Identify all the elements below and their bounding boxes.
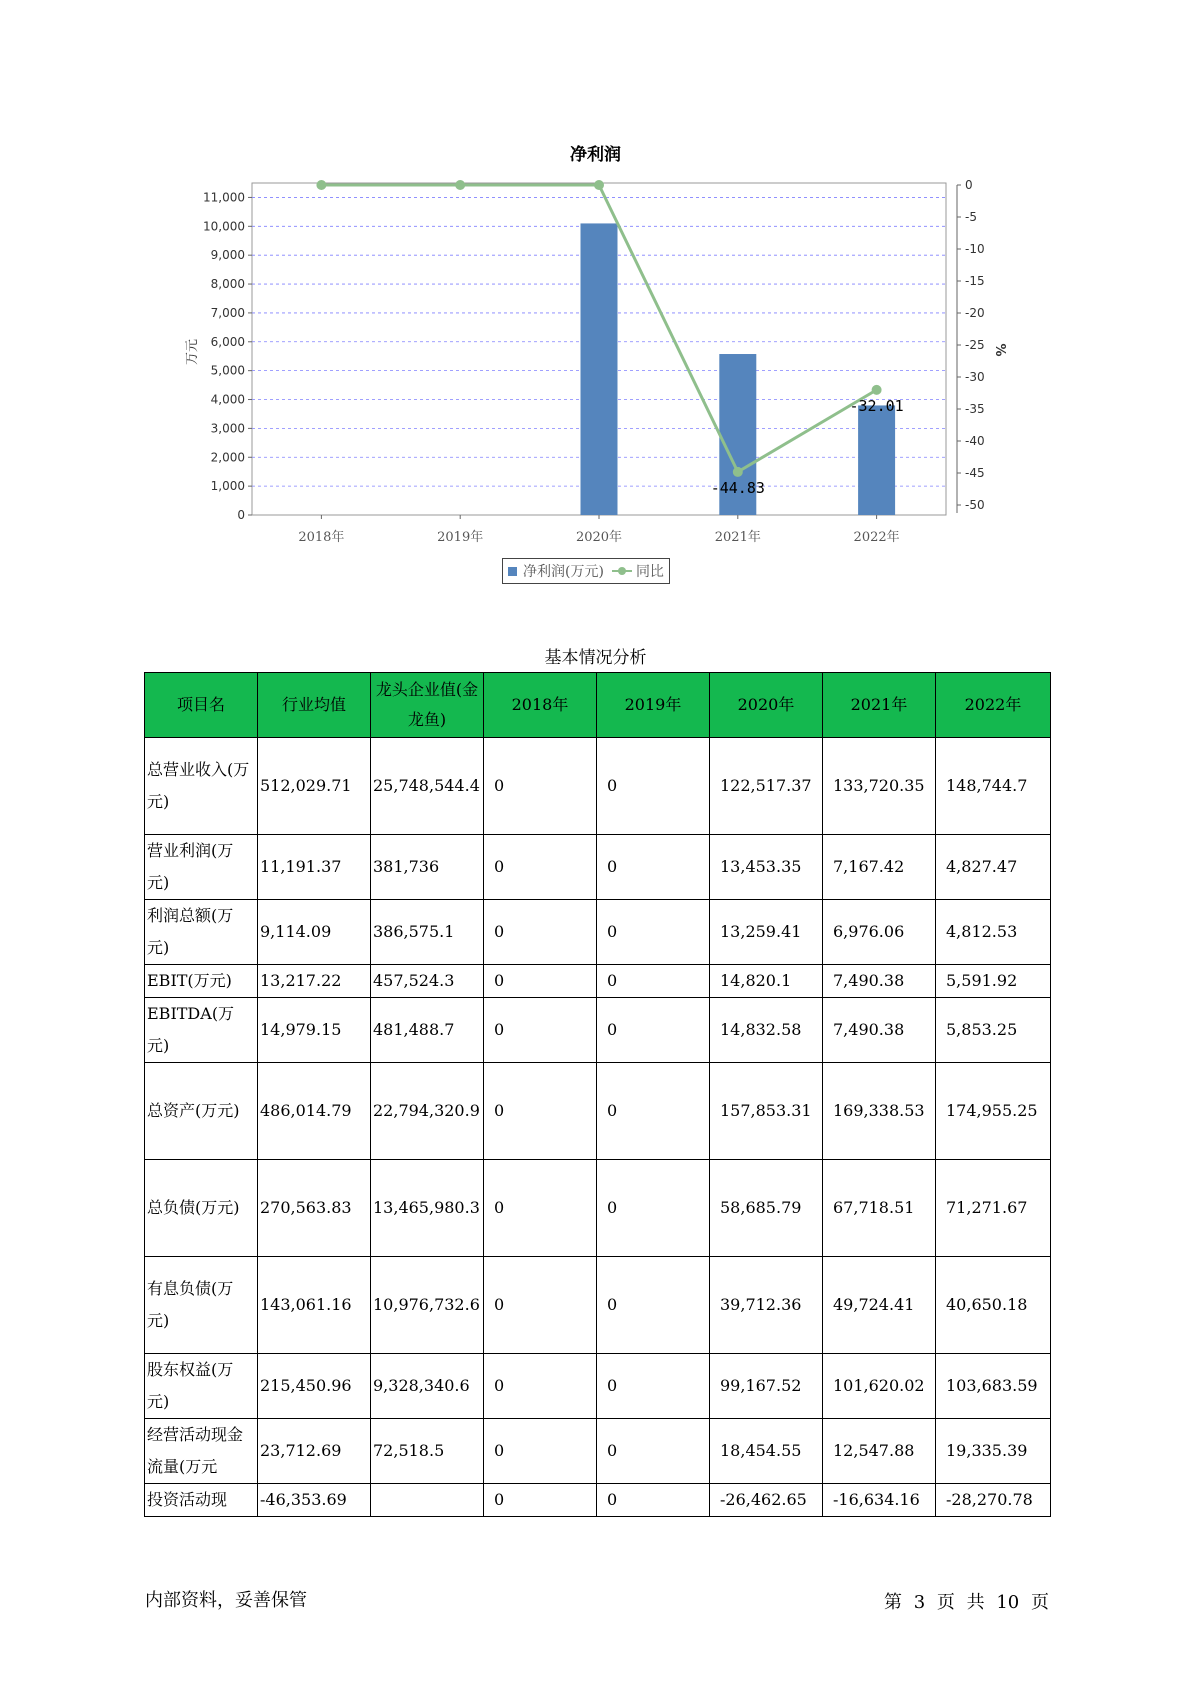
table-cell: 270,563.83	[258, 1160, 371, 1257]
table-cell: 512,029.71	[258, 738, 371, 835]
header-cell: 2021年	[823, 673, 936, 738]
header-cell: 2020年	[710, 673, 823, 738]
net-profit-bar	[581, 223, 618, 515]
table-cell: 0	[597, 1484, 710, 1517]
table-cell: 0	[484, 900, 597, 965]
table-row	[145, 738, 1051, 835]
row-label-cell: 总资产(万元)	[145, 1063, 258, 1160]
right-tick-label: -50	[965, 498, 985, 512]
table-cell: 0	[484, 1160, 597, 1257]
table-cell: 14,832.58	[710, 998, 823, 1063]
chart-title: 净利润	[570, 145, 621, 165]
x-tick-label: 2020年	[575, 530, 623, 545]
bar-legend-swatch	[508, 567, 517, 576]
table-cell: 9,328,340.6	[371, 1354, 484, 1419]
table-cell: 0	[484, 1063, 597, 1160]
row-label-cell: 经营活动现金流量(万元	[145, 1419, 258, 1484]
table-cell: -26,462.65	[710, 1484, 823, 1517]
table-cell: 157,853.31	[710, 1063, 823, 1160]
left-tick-label: 1,000	[210, 479, 245, 494]
table-cell: 486,014.79	[258, 1063, 371, 1160]
table-cell: 13,259.41	[710, 900, 823, 965]
table-cell: 22,794,320.9	[371, 1063, 484, 1160]
left-tick-label: 5,000	[210, 363, 245, 378]
table-row	[145, 1484, 1051, 1517]
table-cell: 49,724.41	[823, 1257, 936, 1354]
yoy-point	[733, 467, 743, 477]
right-tick-label: 0	[965, 178, 973, 192]
table-row	[145, 998, 1051, 1063]
table-row	[145, 965, 1051, 998]
table-row	[145, 1419, 1051, 1484]
legend-line-label: 同比	[635, 564, 664, 580]
table-title: 基本情况分析	[544, 648, 647, 668]
legend-bar-label: 净利润(万元)	[523, 564, 604, 580]
right-tick-label: -20	[965, 306, 985, 320]
table-cell: 18,454.55	[710, 1419, 823, 1484]
right-tick-label: -10	[965, 242, 985, 256]
net-profit-bar	[858, 405, 895, 515]
right-tick-label: -15	[965, 274, 985, 288]
table-cell: 133,720.35	[823, 738, 936, 835]
table-cell: 0	[597, 1160, 710, 1257]
left-tick-label: 2,000	[210, 450, 245, 465]
table-cell: 481,488.7	[371, 998, 484, 1063]
table-cell: 4,812.53	[936, 900, 1051, 965]
right-tick-label: -35	[965, 402, 985, 416]
table-cell: 0	[484, 1484, 597, 1517]
yoy-data-label: -44.83	[710, 478, 765, 497]
left-axis-title: 万元	[185, 338, 200, 366]
header-cell: 2022年	[936, 673, 1051, 738]
table-cell: 99,167.52	[710, 1354, 823, 1419]
table-cell: 72,518.5	[371, 1419, 484, 1484]
table-cell: 386,575.1	[371, 900, 484, 965]
table-cell: 0	[597, 900, 710, 965]
table-row	[145, 1063, 1051, 1160]
table-cell: 5,591.92	[936, 965, 1051, 998]
row-label-cell: 投资活动现	[145, 1484, 258, 1517]
table-cell: 39,712.36	[710, 1257, 823, 1354]
table-cell: 9,114.09	[258, 900, 371, 965]
yoy-point	[455, 180, 465, 190]
table-cell: 71,271.67	[936, 1160, 1051, 1257]
net-profit-chart	[0, 0, 1191, 640]
row-label-cell: EBIT(万元)	[145, 965, 258, 998]
table-cell: 58,685.79	[710, 1160, 823, 1257]
table-cell: 23,712.69	[258, 1419, 371, 1484]
footer-page-number: 第 3 页 共 10 页	[884, 1592, 1049, 1613]
table-header-row	[145, 673, 1051, 738]
right-tick-label: -45	[965, 466, 985, 480]
row-label-cell: 利润总额(万元)	[145, 900, 258, 965]
table-cell: 67,718.51	[823, 1160, 936, 1257]
table-cell: 0	[597, 965, 710, 998]
table-row	[145, 900, 1051, 965]
left-tick-label: 3,000	[210, 421, 245, 436]
x-tick-label: 2018年	[298, 530, 345, 545]
x-tick-label: 2021年	[714, 530, 761, 545]
table-cell: 4,827.47	[936, 835, 1051, 900]
row-label-cell: EBITDA(万元)	[145, 998, 258, 1063]
table-cell: 14,979.15	[258, 998, 371, 1063]
table-row	[145, 1257, 1051, 1354]
yoy-data-label: -32.01	[849, 396, 904, 415]
table-cell: 10,976,732.6	[371, 1257, 484, 1354]
line-legend-swatch	[612, 566, 632, 576]
table-cell: 143,061.16	[258, 1257, 371, 1354]
table-cell: 19,335.39	[936, 1419, 1051, 1484]
table-cell: 5,853.25	[936, 998, 1051, 1063]
header-cell: 项目名	[145, 673, 258, 738]
table-cell: -28,270.78	[936, 1484, 1051, 1517]
table-row	[145, 835, 1051, 900]
table-cell: 0	[484, 738, 597, 835]
header-cell: 行业均值	[258, 673, 371, 738]
yoy-point	[594, 180, 604, 190]
table-cell: 174,955.25	[936, 1063, 1051, 1160]
table-cell: 40,650.18	[936, 1257, 1051, 1354]
table-cell: 25,748,544.4	[371, 738, 484, 835]
table-cell: 6,976.06	[823, 900, 936, 965]
table-cell: 0	[484, 998, 597, 1063]
table-cell: 13,453.35	[710, 835, 823, 900]
table-cell: 148,744.7	[936, 738, 1051, 835]
basic-analysis-table	[144, 672, 1051, 1517]
table-cell: 12,547.88	[823, 1419, 936, 1484]
row-label-cell: 营业利润(万元)	[145, 835, 258, 900]
table-cell: 0	[597, 738, 710, 835]
table-cell: 215,450.96	[258, 1354, 371, 1419]
header-cell: 2018年	[484, 673, 597, 738]
table-cell: 14,820.1	[710, 965, 823, 998]
row-label-cell: 总营业收入(万元)	[145, 738, 258, 835]
left-tick-label: 6,000	[210, 334, 245, 349]
table-cell: 0	[484, 1257, 597, 1354]
row-label-cell: 股东权益(万元)	[145, 1354, 258, 1419]
table-cell: 13,465,980.3	[371, 1160, 484, 1257]
yoy-point	[872, 385, 882, 395]
x-tick-label: 2022年	[853, 530, 900, 545]
table-cell: 13,217.22	[258, 965, 371, 998]
left-tick-label: 9,000	[210, 248, 245, 263]
left-tick-label: 10,000	[203, 219, 245, 234]
left-tick-label: 4,000	[210, 392, 245, 407]
left-tick-label: 11,000	[203, 190, 245, 205]
table-cell: 0	[597, 835, 710, 900]
table-row	[145, 1160, 1051, 1257]
table-cell: 0	[484, 965, 597, 998]
table-cell: 381,736	[371, 835, 484, 900]
table-cell: 103,683.59	[936, 1354, 1051, 1419]
table-cell: 11,191.37	[258, 835, 371, 900]
left-tick-label: 8,000	[210, 277, 245, 292]
right-axis-title: %	[992, 343, 1007, 357]
x-tick-label: 2019年	[437, 530, 484, 545]
right-tick-label: -5	[965, 210, 977, 224]
table-cell: 0	[484, 835, 597, 900]
table-cell: -16,634.16	[823, 1484, 936, 1517]
chart-legend	[502, 558, 670, 584]
table-cell: 0	[597, 1063, 710, 1160]
table-cell: 101,620.02	[823, 1354, 936, 1419]
table-cell: 7,490.38	[823, 998, 936, 1063]
right-tick-label: -40	[965, 434, 985, 448]
table-cell: 0	[597, 1354, 710, 1419]
table-cell: 7,490.38	[823, 965, 936, 998]
table-cell: 0	[597, 1419, 710, 1484]
footer-confidential-note: 内部资料，妥善保管	[145, 1590, 307, 1611]
right-tick-label: -25	[965, 338, 985, 352]
row-label-cell: 有息负债(万元)	[145, 1257, 258, 1354]
table-cell: 0	[484, 1354, 597, 1419]
row-label-cell: 总负债(万元)	[145, 1160, 258, 1257]
left-tick-label: 7,000	[210, 305, 245, 320]
table-cell: -46,353.69	[258, 1484, 371, 1517]
table-cell: 0	[484, 1419, 597, 1484]
header-cell: 龙头企业值(金龙鱼)	[371, 673, 484, 738]
right-tick-label: -30	[965, 370, 985, 384]
left-tick-label: 0	[237, 508, 245, 522]
table-cell: 7,167.42	[823, 835, 936, 900]
table-cell: 0	[597, 1257, 710, 1354]
table-cell: 457,524.3	[371, 965, 484, 998]
table-row	[145, 1354, 1051, 1419]
table-cell: 169,338.53	[823, 1063, 936, 1160]
yoy-point	[316, 180, 326, 190]
table-cell: 122,517.37	[710, 738, 823, 835]
header-cell: 2019年	[597, 673, 710, 738]
table-cell	[371, 1484, 484, 1517]
table-cell: 0	[597, 998, 710, 1063]
